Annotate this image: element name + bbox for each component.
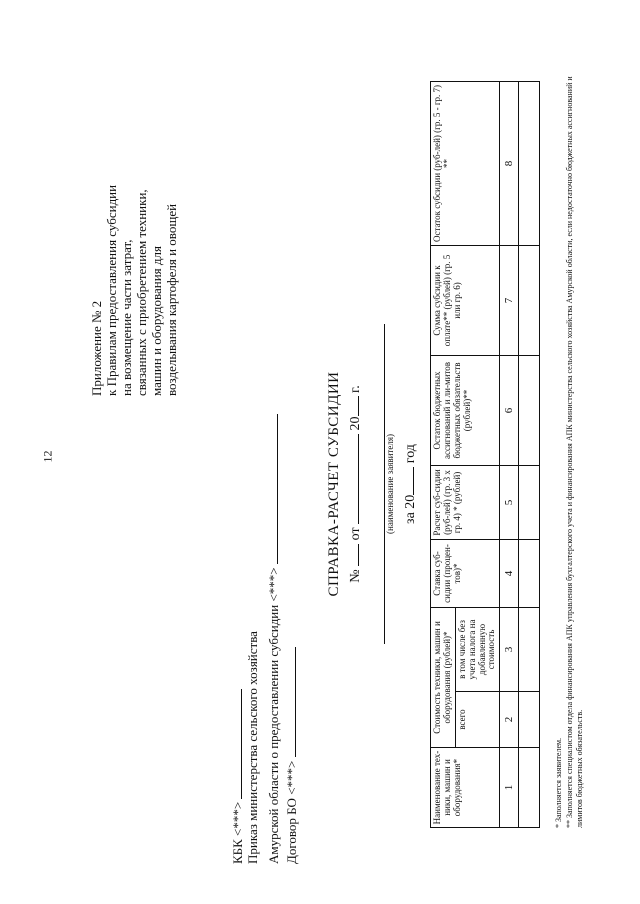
- header-cell-col7: Сумма субсидии к оплате** (рублей) (гр. 5 или гр. 6): [431, 245, 500, 355]
- header-cell-col8: Остаток субсидии (руб-лей) (гр. 5 - гр. 7) **: [431, 81, 500, 245]
- header-cell-col2: всего: [455, 692, 500, 748]
- year-prefix: 20: [348, 416, 364, 431]
- table-cell: [519, 748, 540, 828]
- column-number: 8: [500, 81, 519, 245]
- column-number: 7: [500, 245, 519, 355]
- page-number: 12: [40, 450, 55, 463]
- date-input-line: [345, 434, 359, 524]
- contract-input-line: [282, 647, 296, 757]
- kbk-label: КБК <***>: [230, 801, 245, 864]
- table-cell: [519, 245, 540, 355]
- column-number: 6: [500, 355, 519, 465]
- document-title: СПРАВКА-РАСЧЕТ СУБСИДИИ: [326, 371, 342, 597]
- column-number: 1: [500, 748, 519, 828]
- applicant-field: [372, 304, 395, 664]
- header-cell-cost-group: Стоимость техники, машин и оборудования (рублей)*: [431, 607, 456, 747]
- appendix-line: возделывания картофеля и овощей: [163, 203, 179, 396]
- table-header-row: [431, 81, 456, 827]
- column-number: 2: [500, 692, 519, 748]
- appendix-line: Приложение № 2: [89, 300, 104, 396]
- table-number-row: [500, 81, 519, 827]
- kbk-field: [228, 404, 246, 864]
- order-field: [264, 404, 282, 864]
- column-number: 3: [500, 607, 519, 691]
- appendix-line: к Правилам предоставления субсидии: [103, 184, 119, 396]
- title-block: [326, 304, 419, 664]
- applicant-caption: (наименование заявителя): [385, 434, 396, 534]
- table-cell: [519, 607, 540, 691]
- applicant-input-line: [372, 324, 385, 644]
- footnote-applicant: * Заполняется заявителем.: [554, 737, 563, 828]
- appendix-line: связанных с приобретением техники,: [133, 189, 149, 396]
- contract-label: Договор БО <***>: [284, 760, 299, 864]
- year-input-line: [345, 396, 359, 416]
- number-input-line: [345, 544, 359, 566]
- table-cell: [519, 539, 540, 607]
- appendix-line: машин и оборудования для: [148, 246, 164, 396]
- table-cell: [519, 355, 540, 465]
- header-cell-col3: в том числе без учета налога на добавленную стоимость: [455, 607, 500, 691]
- contract-field: [282, 404, 300, 864]
- column-number: 4: [500, 539, 519, 607]
- table-cell: [519, 465, 540, 539]
- from-label: от: [348, 527, 364, 541]
- order-label-line1: Приказ министерства сельского хозяйства: [245, 631, 260, 864]
- period-year-line: [400, 467, 414, 495]
- table-cell: [519, 81, 540, 245]
- appendix-line: на возмещение части затрат,: [118, 239, 134, 396]
- order-input-line: [264, 414, 278, 564]
- table-empty-row: [519, 81, 540, 827]
- column-number: 5: [500, 465, 519, 539]
- header-cell-col5: Расчет суб-сидии (руб-лей) (гр. 3 х гр. 4) * (рублей): [431, 465, 500, 539]
- footnotes: [554, 68, 586, 828]
- number-sign: №: [348, 569, 364, 583]
- header-cell-col1: Наименование тех-ники, машин и оборудования*: [431, 748, 500, 828]
- footnote-specialist: ** Заполняется специалистом отдела финансирования АПК управления бухгалтерского учета и финансирования АПК министерства сельского хозяйства Амурской области, если недостаточно бюджетных ассигнований и лимитов бюджетных обязательств.: [565, 76, 584, 828]
- period-prefix: за 20: [402, 494, 418, 524]
- period-suffix: год: [402, 444, 418, 464]
- header-fields: [228, 404, 300, 864]
- appendix-header: [90, 56, 180, 396]
- period-line: [400, 304, 419, 664]
- header-cell-col6: Остаток бюджетных ассигнований и ли-митов бюджетных обязательств (рублей)**: [431, 355, 500, 465]
- header-cell-col4: Ставка суб-сидии (процен-тов)*: [431, 539, 500, 607]
- subsidy-calc-table: [430, 81, 540, 828]
- year-suffix: г.: [348, 385, 364, 393]
- order-label-line2: Амурской области о предоставлении субсидии <***>: [266, 567, 281, 864]
- table-cell: [519, 692, 540, 748]
- kbk-input-line: [228, 689, 242, 799]
- document-number-line: [345, 304, 364, 664]
